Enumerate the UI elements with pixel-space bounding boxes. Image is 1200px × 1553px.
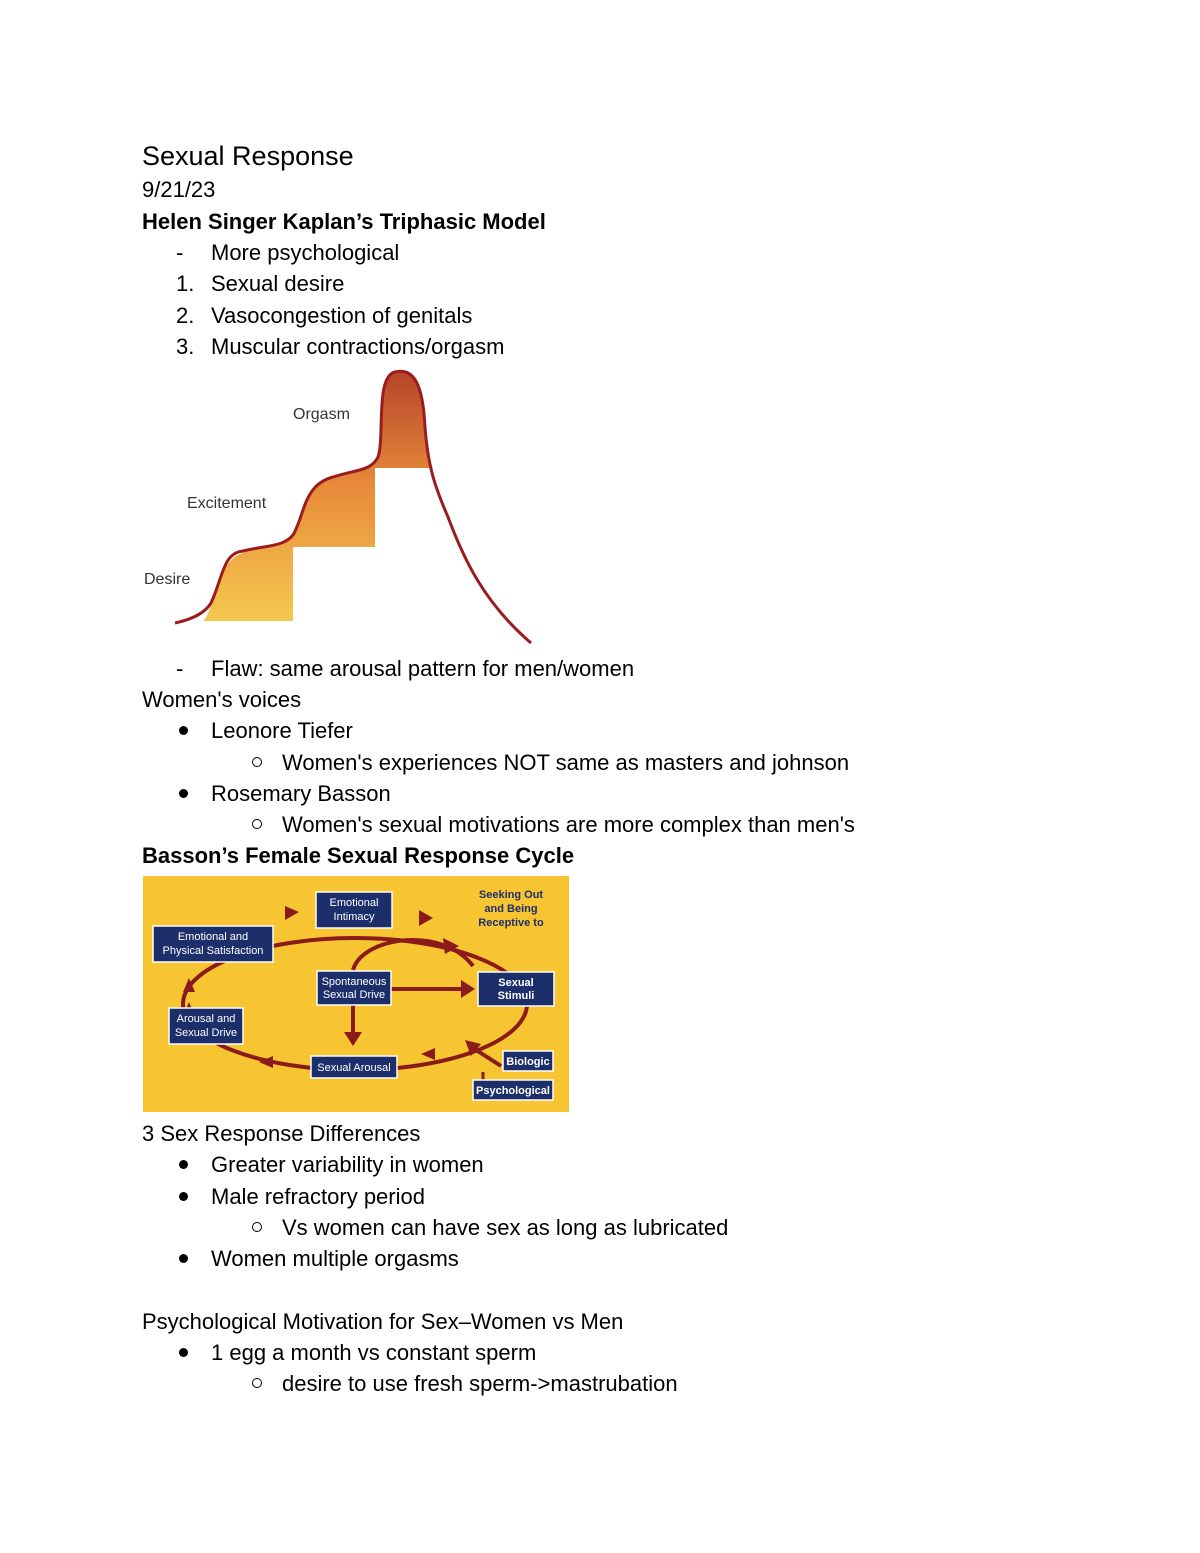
list-item-text: Rosemary Basson [211, 781, 391, 806]
page-title: Sexual Response [142, 141, 354, 171]
label-desire: Desire [144, 571, 191, 588]
list-item [176, 1338, 536, 1368]
sub-list-item [250, 1369, 678, 1399]
svg-text:Sexual Drive: Sexual Drive [322, 989, 386, 1001]
svg-text:Sexual Arousal: Sexual Arousal [317, 1062, 391, 1074]
list-item-text: desire to use fresh sperm->mastrubation [282, 1371, 678, 1396]
list-item [176, 238, 399, 268]
list-item-text: Male refractory period [211, 1184, 425, 1209]
bullet-icon [179, 1254, 188, 1263]
svg-text:Physical Satisfaction: Physical Satisfaction [162, 945, 264, 957]
seeking-line-2: and Being [484, 903, 538, 915]
svg-text:Psychological: Psychological [476, 1085, 550, 1097]
differences-heading: 3 Sex Response Differences [142, 1121, 421, 1146]
box-spontaneous-drive [317, 971, 391, 1005]
svg-text:Emotional and: Emotional and [177, 931, 249, 943]
number-marker: 2. [176, 303, 195, 328]
kaplan-heading: Helen Singer Kaplan’s Triphasic Model [142, 209, 546, 234]
svg-text:Spontaneous: Spontaneous [321, 976, 387, 988]
circle-bullet-icon [252, 757, 262, 767]
womens-voices-heading: Women's voices [142, 687, 302, 712]
svg-text:Sexual: Sexual [498, 977, 534, 989]
seeking-line-1: Seeking Out [478, 889, 544, 901]
box-emotional-intimacy [316, 892, 392, 928]
bullet-icon [179, 1192, 188, 1201]
list-item [176, 1150, 484, 1180]
svg-text:Stimuli: Stimuli [497, 990, 535, 1002]
sub-list-item [250, 1213, 728, 1243]
list-item-text: Sexual desire [211, 271, 345, 296]
svg-text:Emotional: Emotional [329, 897, 379, 909]
sub-list-item [250, 810, 855, 840]
number-marker: 1. [176, 271, 195, 296]
list-item-text: Vasocongestion of genitals [211, 303, 473, 328]
list-item [176, 654, 634, 684]
list-item [176, 269, 344, 299]
list-item-text: Women's experiences NOT same as masters and johnson [282, 750, 850, 775]
circle-bullet-icon [252, 819, 262, 829]
basson-cycle-figure [143, 876, 569, 1112]
bullet-icon [179, 726, 188, 735]
label-orgasm: Orgasm [293, 406, 350, 423]
list-item [176, 1244, 459, 1274]
list-item [176, 301, 472, 331]
svg-text:Intimacy: Intimacy [333, 911, 375, 923]
box-arousal-drive [169, 1008, 243, 1044]
number-marker: 3. [176, 334, 195, 359]
circle-bullet-icon [252, 1378, 262, 1388]
list-item-text: Muscular contractions/orgasm [211, 334, 505, 359]
list-item-text: Leonore Tiefer [211, 718, 353, 743]
box-sexual-stimuli [478, 972, 554, 1006]
list-item [176, 779, 391, 809]
list-item [176, 332, 504, 362]
box-satisfaction [153, 926, 273, 962]
bullet-icon [179, 789, 188, 798]
list-item-text: 1 egg a month vs constant sperm [211, 1340, 537, 1365]
circle-bullet-icon [252, 1222, 262, 1232]
date: 9/21/23 [142, 177, 216, 202]
dash-marker: - [176, 240, 184, 265]
list-item-text: Women's sexual motivations are more complex than men's [282, 812, 855, 837]
svg-text:Biologic: Biologic [506, 1056, 550, 1068]
sub-list-item [250, 748, 849, 778]
box-psychological [473, 1080, 553, 1100]
list-item-text: Vs women can have sex as long as lubricated [282, 1215, 729, 1240]
list-item-text: Greater variability in women [211, 1152, 484, 1177]
bullet-icon [179, 1348, 188, 1357]
list-item-text: More psychological [211, 240, 400, 265]
triphasic-model-figure [143, 367, 535, 647]
label-excitement: Excitement [187, 495, 267, 512]
list-item-text: Women multiple orgasms [211, 1246, 459, 1271]
list-item-text: Flaw: same arousal pattern for men/women [211, 656, 635, 681]
basson-heading: Basson’s Female Sexual Response Cycle [142, 843, 575, 868]
svg-text:Arousal and: Arousal and [176, 1013, 236, 1025]
dash-marker: - [176, 656, 184, 681]
motivation-heading: Psychological Motivation for Sex–Women vs Men [142, 1309, 624, 1334]
bullet-icon [179, 1160, 188, 1169]
list-item [176, 1182, 425, 1212]
list-item [176, 716, 353, 746]
seeking-line-3: Receptive to [478, 917, 544, 929]
box-biologic [503, 1051, 553, 1071]
box-sexual-arousal [311, 1056, 397, 1078]
svg-text:Sexual Drive: Sexual Drive [174, 1027, 238, 1039]
